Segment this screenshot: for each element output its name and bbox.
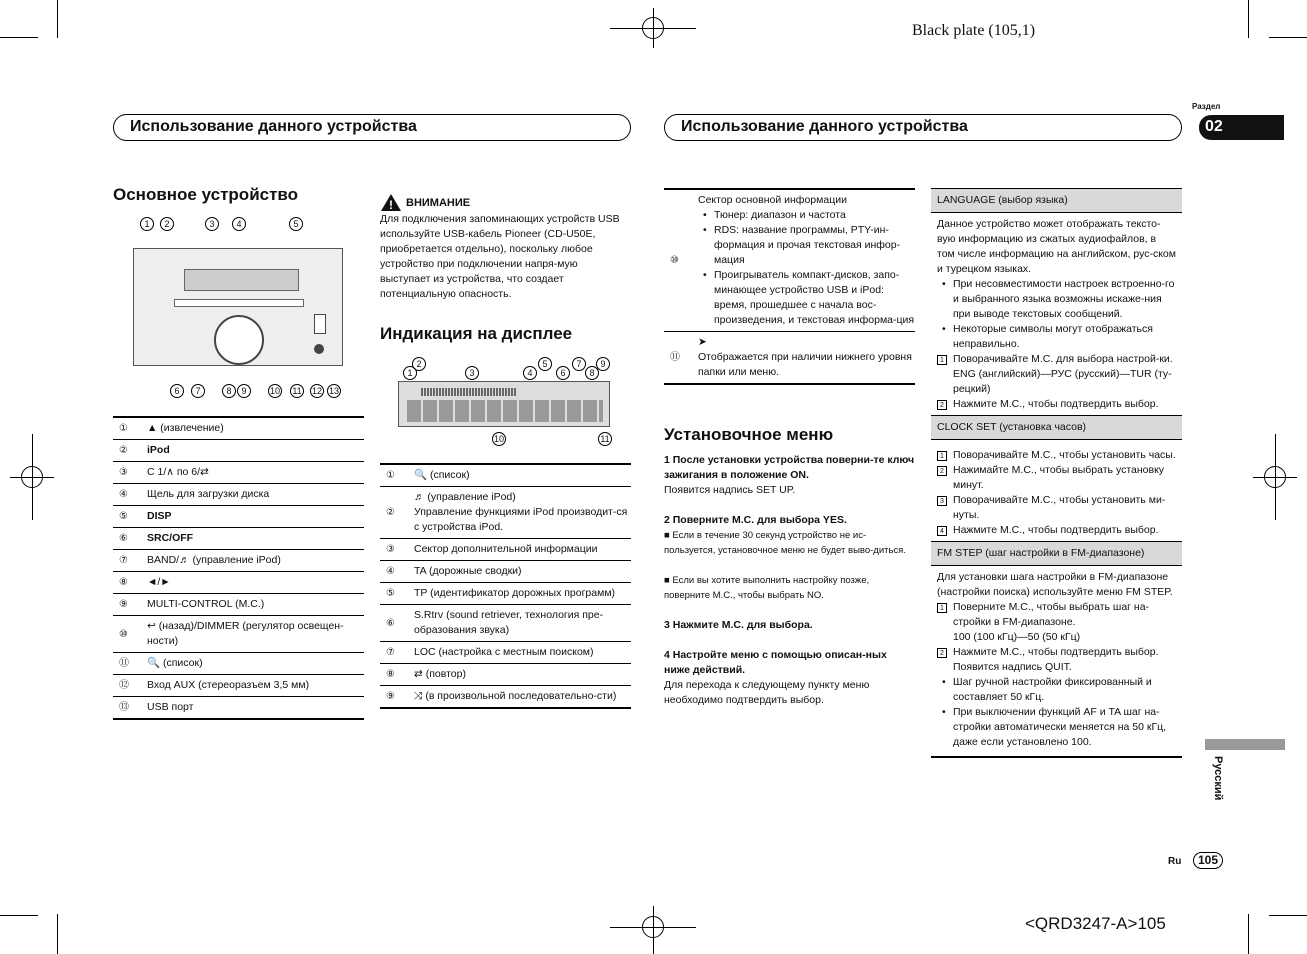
- fm-intro: Для установки шага настройки в FM-диапазоне (настройки поиска) используйте меню FM STEP.: [937, 571, 1173, 598]
- language-step: 2 Нажмите M.C., чтобы подтвердить выбор.: [937, 397, 1176, 412]
- step-2-note-a: ■ Если в течение 30 секунд устройство не ис-пользуется, установочное меню не будет выво-диться.: [664, 530, 906, 556]
- callout: 3: [205, 217, 219, 231]
- callout: 3: [465, 366, 479, 380]
- fm-step: 2 Нажмите M.C., чтобы подтвердить выбор. Появится надпись QUIT.: [937, 645, 1176, 675]
- crop-mark: [1248, 914, 1249, 954]
- display-title: Индикация на дисплее: [380, 324, 573, 343]
- callout: 9: [596, 357, 610, 371]
- setup-menu-title: Установочное меню: [664, 425, 834, 444]
- crop-mark: [57, 914, 58, 954]
- callout: 6: [170, 384, 184, 398]
- step-4-note: Для перехода к следующему пункту меню необходимо подтвердить выбор.: [664, 679, 870, 706]
- callout: 4: [232, 217, 246, 231]
- step-1: 1 После установки устройства поверни-те ключ зажигания в положение ON.: [664, 454, 915, 481]
- section-number: 02: [1199, 115, 1284, 140]
- settings-panel: [931, 188, 1182, 758]
- header-right: Использование данного устройства: [664, 114, 1182, 141]
- callout: 12: [311, 386, 322, 396]
- language-step: 1 Поворачивайте M.C. для выбора настрой-ки. ENG (английский)—РУС (русский)—TUR (ту-рецкий): [937, 352, 1176, 397]
- main-unit-title: Основное устройство: [113, 185, 299, 204]
- display-table-continued: ⑩ Сектор основной информации • Тюнер: диапазон и частота • RDS: название программы, PTY-ин-формация и прочая текстовая инфор-мация • Проигрыватель компакт-дисков, запо-минающее устройство USB и iPod: время, прошедшее с начала вос-произведения, и текстовая информа-ция ⑪ ➤ Отображается при наличии нижнего уровня папки или меню.: [664, 188, 915, 385]
- registration-circle: [642, 17, 664, 39]
- callout: 8: [222, 384, 236, 398]
- head-unit-illustration: [133, 248, 343, 366]
- callout: 2: [160, 217, 174, 231]
- crop-mark: [0, 915, 38, 916]
- language-bullet: • Некоторые символы могут отображаться неправильно.: [937, 322, 1176, 352]
- language-intro: Данное устройство может отображать тексто-вую информацию из сжатых аудиофайлов, в том числе информацию на английском, рус-ском и турецком языках.: [937, 218, 1176, 275]
- page-number: 105: [1193, 852, 1223, 869]
- warning-text: Для подключения запоминающих устройств USB используйте USB-кабель Pioneer (CD-U50E, приобретается отдельно), поскольку любое устройство при подключении напря-мую выступает из устройства, что создает потенциальную опасность.: [380, 213, 620, 300]
- crop-mark: [57, 0, 58, 38]
- callout: 11: [598, 432, 612, 446]
- crop-mark: [0, 37, 38, 38]
- callout: 6: [556, 366, 570, 380]
- side-language-label: Русский: [1212, 756, 1224, 801]
- clock-step: 4 Нажмите M.C., чтобы подтвердить выбор.: [937, 523, 1176, 538]
- callout: 11: [290, 384, 304, 398]
- folder-arrow-icon: ➤: [698, 336, 707, 348]
- display-table: ① 🔍 (список) ② ♬ (управление iPod) Управление функциями iPod производит-ся с устройства iPod. ③ Сектор дополнительной информации ④ TA (дорожные сводки) ⑤ TP (идентификатор дорожных программ) ⑥ S.Rtrv (sound retriever, технология пре-образования звука) ⑦ LOC (настройка с местным поиском) ⑧ ⇄ (повтор) ⑨ ⤨ (в произвольной последовательно-сти): [380, 463, 631, 709]
- callout: 13: [328, 386, 339, 396]
- callout: 4: [523, 366, 537, 380]
- clock-step: 3 Поворачивайте M.C., чтобы установить ми-нуты.: [937, 493, 1176, 523]
- crop-mark: [1269, 915, 1307, 916]
- step-4: 4 Настройте меню с помощью описан-ных ниже действий.: [664, 649, 887, 676]
- section-label: Раздел: [1192, 102, 1221, 111]
- clock-step: 2 Нажимайте M.C., чтобы выбрать установку минут.: [937, 463, 1176, 493]
- step-3: 3 Нажмите M.C. для выбора.: [664, 619, 813, 631]
- callout: 5: [289, 217, 303, 231]
- callout: 8: [585, 366, 599, 380]
- warning-heading: ! ВНИМАНИЕ: [380, 193, 470, 212]
- fm-step-heading: FM STEP (шаг настройки в FM-диапазоне): [931, 541, 1182, 566]
- crop-mark: [1248, 0, 1249, 38]
- main-unit-table: ① ▲ (извлечение) ② iPod ③ С 1/∧ по 6/⇄ ④ Щель для загрузки диска ⑤ DISP ⑥ SRC/OFF ⑦ BAND/♬ (управление iPod) ⑧ ◄/► ⑨ MULTI-CONTROL (M.C.) ⑩ ↩ (назад)/DIMMER (регулятор освещен-ности) ⑪ 🔍 (список) ⑫ Вход AUX (стереоразъем 3,5 мм) ⑬ USB порт: [113, 416, 364, 720]
- lcd-illustration: [398, 381, 610, 427]
- plate-label: Black plate (105,1): [912, 22, 1036, 39]
- registration-circle: [21, 466, 43, 488]
- registration-circle: [1264, 466, 1286, 488]
- language-bullet: • При несовместимости настроек встроенно-го и выбранного языка возможны искаже-ния при выводе текстовых сообщений.: [937, 277, 1176, 322]
- callout: 9: [237, 384, 251, 398]
- callout: 7: [191, 384, 205, 398]
- callout: 1: [140, 217, 154, 231]
- callout: 10: [269, 386, 280, 396]
- language-tab: [1205, 739, 1285, 750]
- crop-mark: [1269, 37, 1307, 38]
- language-heading: LANGUAGE (выбор языка): [931, 188, 1182, 213]
- warning-icon: [380, 193, 402, 212]
- fm-step: 1 Поверните M.C., чтобы выбрать шаг на-стройки в FM-диапазоне. 100 (100 кГц)—50 (50 кГц): [937, 600, 1176, 645]
- fm-bullet: • Шаг ручной настройки фиксированный и составляет 50 кГц.: [937, 675, 1176, 705]
- callout: 10: [493, 434, 504, 444]
- clock-step: 1 Поворачивайте M.C., чтобы установить часы.: [937, 448, 1176, 463]
- registration-circle: [642, 916, 664, 938]
- header-left: Использование данного устройства: [113, 114, 631, 141]
- step-1-note: Появится надпись SET UP.: [664, 484, 796, 496]
- callout: 1: [403, 366, 417, 380]
- step-2-note-b: ■ Если вы хотите выполнить настройку позже, поверните M.C., чтобы выбрать NO.: [664, 575, 870, 601]
- callout: 5: [538, 357, 552, 371]
- language-code: Ru: [1168, 856, 1182, 867]
- svg-text:!: !: [389, 198, 393, 212]
- fm-bullet: • При выключении функций AF и TA шаг на-стройки автоматически меняется на 50 кГц, даже если установлено 100.: [937, 705, 1176, 750]
- callout: 2: [412, 357, 426, 371]
- document-id: <QRD3247-A>105: [1025, 914, 1166, 933]
- clock-heading: CLOCK SET (установка часов): [931, 415, 1182, 440]
- callout: 7: [572, 357, 586, 371]
- step-2: 2 Поверните M.C. для выбора YES.: [664, 514, 847, 526]
